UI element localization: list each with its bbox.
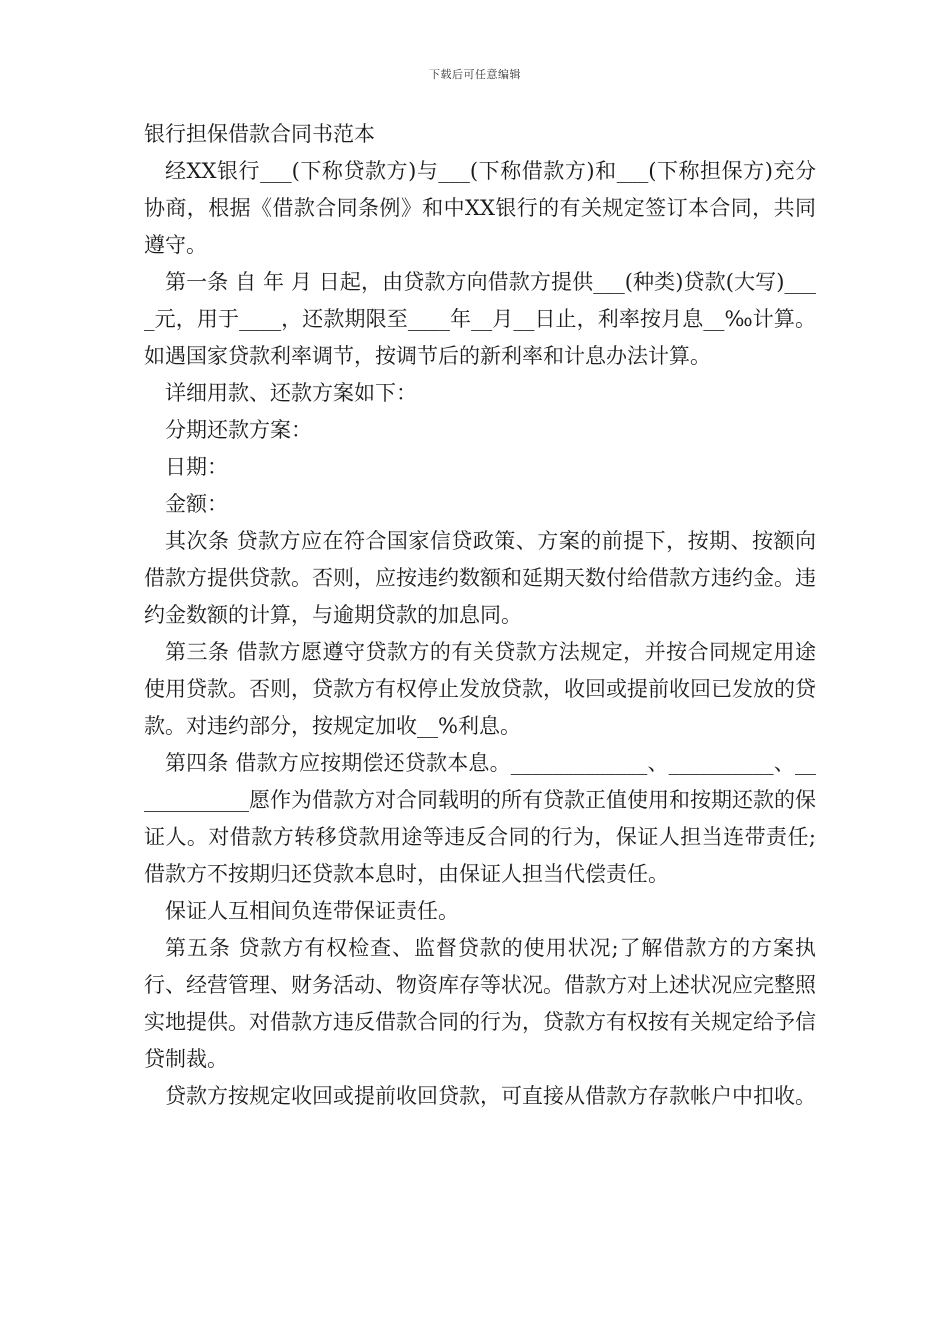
paragraph-plan-intro: 详细用款、还款方案如下： (165, 381, 417, 405)
document-body (144, 116, 816, 1115)
paragraph-installment-plan: 分期还款方案： (165, 418, 312, 442)
paragraph-guarantor-liability: 保证人互相间负连带保证责任。 (165, 899, 459, 923)
paragraph-article-2: 其次条 贷款方应在符合国家信贷政策、方案的前提下，按期、按额向借款方提供贷款。否则，应按违约数额和延期天数付给借款方违约金。违约金数额的计算，与逾期贷款的加息同。 (144, 529, 816, 627)
paragraph-date: 日期： (165, 455, 228, 479)
paragraph-article-5: 第五条 贷款方有权检查、监督贷款的使用状况;了解借款方的方案执行、经营管理、财务活动、物资库存等状况。借款方对上述状况应完整照实地提供。对借款方违反借款合同的行为，贷款方有权按有关规定给予信贷制裁。 (144, 936, 816, 1071)
paragraph-amount: 金额： (165, 492, 228, 516)
paragraph-article-4: 第四条 借款方应按期偿还贷款本息。_____________、__________、____________愿作为借款方对合同载明的所有贷款正值使用和按期还款的保证人。对借款方转移贷款用途等违反合同的行为，保证人担当连带责任;借款方不按期归还贷款本息时，由保证人担当代偿责任。 (144, 751, 816, 886)
page-header-note: 下载后可任意编辑 (429, 68, 521, 81)
paragraph-deduction: 贷款方按规定收回或提前收回贷款，可直接从借款方存款帐户中扣收。 (165, 1084, 816, 1108)
paragraph-article-3: 第三条 借款方愿遵守贷款方的有关贷款方法规定，并按合同规定用途使用贷款。否则，贷款方有权停止发放贷款，收回或提前收回已发放的贷款。对违约部分，按规定加收__%利息。 (144, 640, 816, 738)
document-title: 银行担保借款合同书范本 (144, 122, 375, 146)
paragraph-preamble: 经XX银行___(下称贷款方)与___(下称借款方)和___(下称担保方)充分协商，根据《借款合同条例》和中XX银行的有关规定签订本合同，共同遵守。 (144, 159, 816, 257)
paragraph-article-1: 第一条 自 年 月 日起，由贷款方向借款方提供___(种类)贷款(大写)____元，用于____，还款期限至____年__月__日止，利率按月息__‰计算。如遇国家贷款利率调节，按调节后的新利率和计息办法计算。 (144, 270, 816, 368)
